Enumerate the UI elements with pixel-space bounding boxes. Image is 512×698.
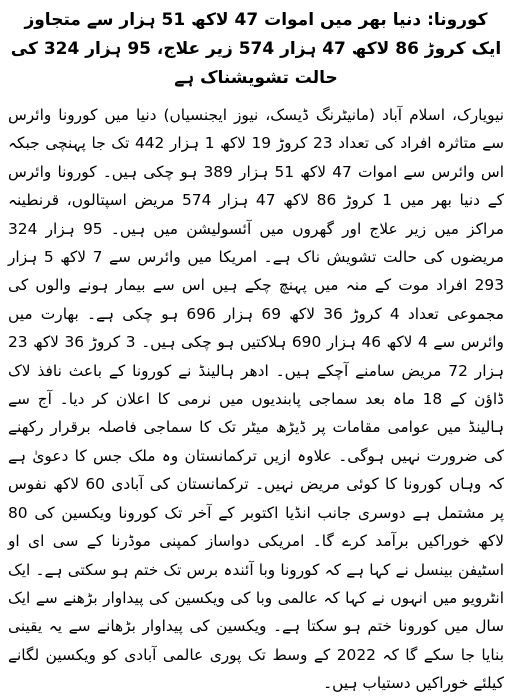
- headline-main: کورونا: دنیا بھر میں اموات 47 لاکھ 51 ہزار سے متجاوز: [24, 10, 488, 30]
- headline-sub: ایک کروڑ 86 لاکھ 47 ہزار 574 زیر علاج، 95 ہزار 324 کی حالت تشویشناک ہے: [10, 39, 502, 88]
- article-body: نیویارک، اسلام آباد (مانیٹرنگ ڈیسک، نیوز ایجنسیاں) دنیا میں کورونا وائرس سے متاثرہ افراد کی تعداد 23 کروڑ 19 لاکھ 1 ہزار 442 تک جا پہنچی جبکہ اس وائرس سے اموات 47 لاکھ 51 ہزار 389 ہو چکی ہیں۔ کورونا وائرس کے دنیا بھر میں 1 کروڑ 86 لاکھ 47 ہزار 574 مریض اسپتالوں، قرنطینہ مراکز میں زیر علاج اور گھروں میں آئسولیشن میں ہیں۔ 95 ہزار 324 مریضوں کی حالت تشویش ناک ہے۔ امریکا میں وائرس سے 7 لاکھ 5 ہزار 293 افراد موت کے منہ میں پہنچ چکے ہیں اس سے بیمار ہونے والوں کی مجموعی تعداد 4 کروڑ 36 لاکھ 69 ہزار 696 ہو چکی ہے۔ بھارت میں وائرس سے 4 لاکھ 46 ہزار 690 ہلاکتیں ہو چکی ہیں۔ 3 کروڑ 36 لاکھ 23 ہزار 72 مریض سامنے آچکے ہیں۔ ادھر ہالینڈ نے کورونا کے باعث نافذ لاک ڈاؤن کے 18 ماہ بعد سماجی پابندیوں میں نرمی کا اعلان کر دیا۔ آج سے ہالینڈ میں عوامی مقامات پر ڈیڑھ میٹر تک کا سماجی فاصلہ برقرار رکھنے کی ضرورت نہیں ہوگی۔ علاوہ ازیں ترکمانستان وہ ملک جس کا دعویٰ ہے کہ وہاں کورونا کا کوئی مریض نہیں۔ ترکمانستان کی آبادی 60 لاکھ نفوس پر مشتمل ہے دوسری جانب انڈیا اکتوبر کے آخر تک کورونا ویکسین کی 80 لاکھ خوراکیں برآمد کرے گا۔ امریکی دواساز کمپنی موڈرنا کے سی ای او اسٹیفن بینسل نے کہا ہے کہ کورونا وبا آئندہ برس تک ختم ہو سکتی ہے۔ ایک انٹرویو میں انہوں نے کہا کہ عالمی وبا کی ویکسین کی پیداوار بڑھنے سے ایک سال میں کورونا ختم ہو سکتا ہے۔ ویکسین کی پیداوار بڑھانے سے یہ یقینی بنایا جا سکے گا کہ 2022 کے وسط تک پوری عالمی آبادی کو ویکسین لگانے کیلئے خوراکیں دستیاب ہیں۔: [8, 106, 505, 693]
